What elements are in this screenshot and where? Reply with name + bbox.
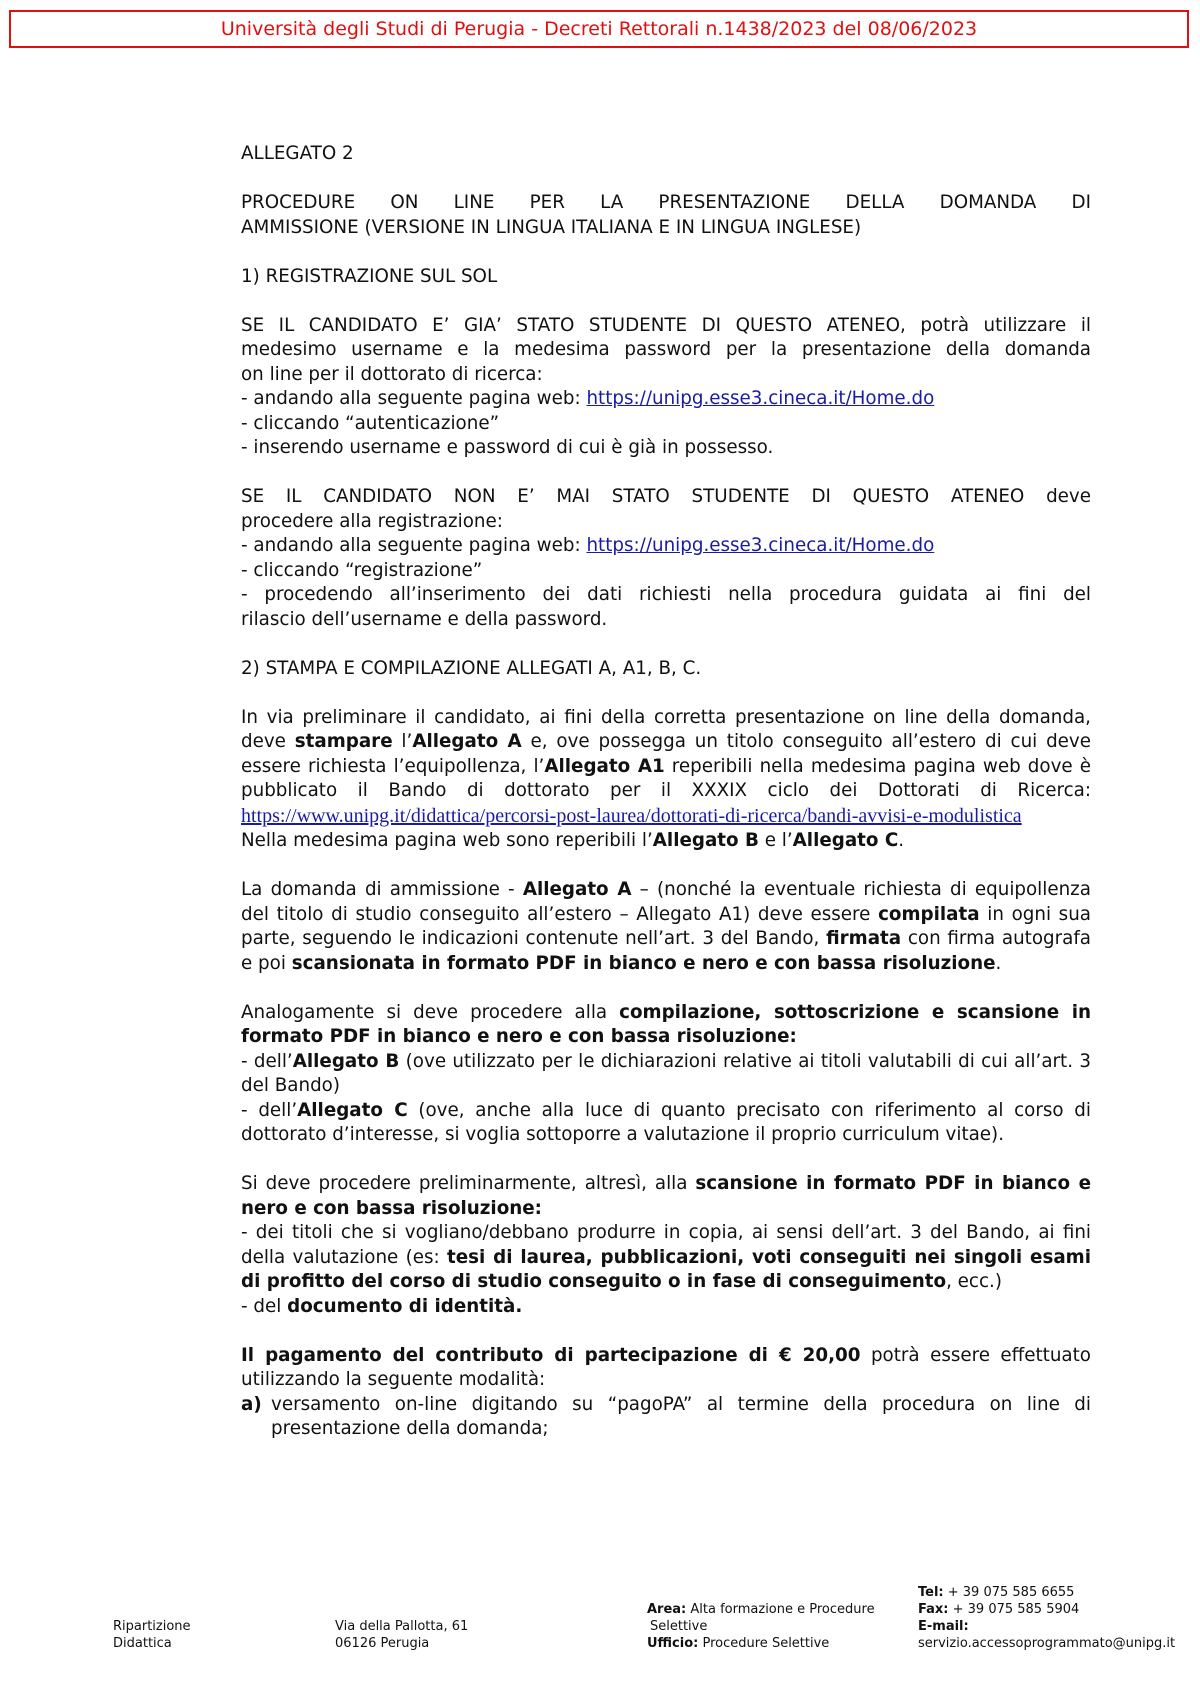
footer-line bbox=[647, 1601, 875, 1618]
text-segment: - dell’ bbox=[241, 1099, 298, 1121]
text-segment: . bbox=[898, 830, 905, 851]
text-segment: - del bbox=[241, 1295, 288, 1317]
footer-label: E-mail: bbox=[918, 1619, 969, 1634]
text-bold: Allegato C bbox=[297, 1099, 408, 1121]
text-paragraph bbox=[241, 1099, 1091, 1148]
text-segment: l’ bbox=[392, 731, 413, 752]
text-bold: Allegato B bbox=[652, 830, 759, 851]
text-bold: scansionata in formato PDF in bianco e nero e con bassa risoluzione bbox=[291, 952, 996, 974]
text-bold: firmata bbox=[826, 928, 902, 949]
footer-label: Ufficio: bbox=[647, 1636, 699, 1651]
list-item bbox=[241, 1393, 1091, 1442]
text-segment: , ecc.) bbox=[946, 1271, 1002, 1292]
text-segment: Analogamente si deve procedere alla bbox=[241, 1001, 620, 1023]
esse3-link[interactable]: https://unipg.esse3.cineca.it/Home.do bbox=[586, 535, 935, 556]
text-line: procedere alla registrazione: bbox=[241, 510, 503, 532]
footer-address bbox=[335, 1618, 468, 1652]
text-paragraph bbox=[241, 706, 1091, 830]
text-paragraph bbox=[241, 1295, 1091, 1320]
esse3-link[interactable]: https://unipg.esse3.cineca.it/Home.do bbox=[586, 388, 935, 409]
section2-paragraph3 bbox=[241, 1001, 1091, 1148]
footer-text: Via della Pallotta, 61 bbox=[335, 1619, 469, 1634]
text-segment: - andando alla seguente pagina web: bbox=[241, 535, 587, 556]
footer-area bbox=[647, 1601, 875, 1652]
footer-department bbox=[113, 1618, 191, 1652]
text-paragraph bbox=[241, 1221, 1091, 1295]
footer-email[interactable]: servizio.accessoprogrammato@unipg.it bbox=[918, 1636, 1176, 1651]
text-bold: stampare bbox=[294, 731, 393, 752]
text-segment: potrà essere effettuato utilizzando la seguente modalità: bbox=[241, 1344, 1091, 1390]
text-segment: - dell’ bbox=[241, 1050, 293, 1072]
footer-label: Area: bbox=[647, 1602, 687, 1617]
footer-text: Selettive bbox=[650, 1619, 708, 1634]
text-bold: Il pagamento del contributo di partecipazione di € 20,00 bbox=[241, 1344, 861, 1366]
list-item-marker: a) bbox=[241, 1393, 262, 1415]
text-bold: Allegato B bbox=[292, 1050, 400, 1072]
footer-line bbox=[918, 1618, 1175, 1635]
text-line: rilascio dell’username e della password. bbox=[241, 608, 608, 630]
footer-line bbox=[647, 1635, 875, 1652]
text-line: medesimo username e la medesima password per la presentazione della domanda bbox=[241, 339, 1091, 360]
text-line bbox=[241, 387, 1091, 412]
section1-paragraph2 bbox=[241, 485, 1091, 632]
text-line bbox=[241, 534, 1091, 559]
text-line: SE IL CANDIDATO E’ GIA’ STATO STUDENTE DI QUESTO ATENEO, potrà utilizzare il bbox=[241, 314, 1091, 336]
text-segment: e l’ bbox=[758, 830, 793, 851]
text-segment: e, ove possegga un titolo conseguito all’estero di cui deve essere richiesta l’equipollenza, l’ bbox=[241, 731, 1091, 777]
text-segment: In via preliminare il candidato, ai fini della corretta presentazione on line della domanda, deve bbox=[241, 706, 1091, 752]
text-line: on line per il dottorato di ricerca: bbox=[241, 363, 543, 385]
footer-text: Alta formazione e Procedure bbox=[686, 1602, 875, 1617]
text-bold: Allegato A bbox=[412, 731, 522, 752]
document-body bbox=[241, 142, 1091, 1442]
text-bold: compilata bbox=[878, 903, 980, 925]
text-bold: Allegato A1 bbox=[544, 755, 665, 777]
text-bold: scansione in formato PDF in bianco e nero e con bassa risoluzione: bbox=[241, 1173, 1091, 1219]
text-paragraph bbox=[241, 1172, 1091, 1221]
footer-label: Fax: bbox=[918, 1602, 949, 1617]
text-bold: Allegato C bbox=[792, 830, 899, 851]
text-segment: . bbox=[995, 952, 1002, 974]
text-segment: Si deve procedere preliminarmente, altresì, alla bbox=[241, 1173, 696, 1194]
text-segment: La domanda di ammissione - bbox=[241, 879, 523, 900]
section2-paragraph2 bbox=[241, 878, 1091, 976]
text-paragraph bbox=[241, 829, 1091, 854]
section2-paragraph1 bbox=[241, 706, 1091, 854]
section1-title: 1) REGISTRAZIONE SUL SOL bbox=[241, 265, 498, 287]
allegato-heading: ALLEGATO 2 bbox=[241, 143, 354, 164]
text-paragraph bbox=[241, 1344, 1091, 1393]
text-segment: - dei titoli che si vogliano/debbano produrre in copia, ai sensi dell’art. 3 del Bando, ai fini della valutazione (es: bbox=[241, 1222, 1091, 1268]
footer-contacts bbox=[918, 1584, 1175, 1652]
footer-text: + 39 075 585 6655 bbox=[943, 1585, 1075, 1600]
text-line: - cliccando “autenticazione” bbox=[241, 412, 500, 434]
section2-paragraph5 bbox=[241, 1344, 1091, 1442]
document-title-line1: PROCEDURE ON LINE PER LA PRESENTAZIONE DELLA DOMANDA DI bbox=[241, 192, 1091, 213]
footer-text: 06126 Perugia bbox=[335, 1636, 430, 1651]
text-bold: documento di identità. bbox=[287, 1295, 523, 1317]
footer-line bbox=[918, 1601, 1175, 1618]
section2-title: 2) STAMPA E COMPILAZIONE ALLEGATI A, A1, B, C. bbox=[241, 657, 702, 679]
footer-text: Procedure Selettive bbox=[698, 1636, 830, 1651]
text-bold: Allegato A bbox=[522, 879, 632, 900]
footer-label: Tel: bbox=[918, 1585, 944, 1600]
footer-line bbox=[918, 1584, 1175, 1601]
text-segment: con firma autografa e poi bbox=[241, 928, 1091, 974]
text-segment: (ove utilizzato per le dichiarazioni relative ai titoli valutabili di cui all’art. 3 del Bando) bbox=[241, 1050, 1091, 1096]
text-line: - inserendo username e password di cui è già in possesso. bbox=[241, 437, 774, 458]
text-segment: – (nonché la eventuale richiesta di equipollenza del titolo di studio conseguito all’estero – Allegato A1) deve essere bbox=[241, 879, 1091, 925]
text-paragraph bbox=[241, 878, 1091, 976]
list-item-text: versamento on-line digitando su “pagoPA” al termine della procedura on line di presentazione della domanda; bbox=[271, 1393, 1091, 1439]
text-segment: in ogni sua parte, seguendo le indicazioni contenute nell’art. 3 del Bando, bbox=[241, 903, 1091, 949]
text-segment: (ove, anche alla luce di quanto precisato con riferimento al corso di dottorato d’interesse, si voglia sottoporre a valutazione il proprio curriculum vitae). bbox=[241, 1099, 1091, 1145]
document-title-line2: AMMISSIONE (VERSIONE IN LINGUA ITALIANA E IN LINGUA INGLESE) bbox=[241, 216, 862, 238]
text-segment: reperibili nella medesima pagina web dove è pubblicato il Bando di dottorato per il XXXIX ciclo dei Dottorati di Ricerca: bbox=[241, 755, 1091, 801]
footer-text: Didattica bbox=[113, 1636, 172, 1651]
footer-text: Ripartizione bbox=[113, 1619, 191, 1634]
footer-text: + 39 075 585 5904 bbox=[948, 1602, 1080, 1617]
header-stamp: Università degli Studi di Perugia - Decreti Rettorali n.1438/2023 del 08/06/2023 bbox=[9, 10, 1189, 48]
text-segment: - andando alla seguente pagina web: bbox=[241, 388, 587, 409]
text-line: - cliccando “registrazione” bbox=[241, 559, 483, 581]
text-bold: tesi di laurea, pubblicazioni, voti conseguiti nei singoli esami di profitto del corso di studio conseguito o in fase di conseguimento bbox=[241, 1246, 1091, 1292]
text-line: SE IL CANDIDATO NON E’ MAI STATO STUDENTE DI QUESTO ATENEO deve bbox=[241, 486, 1091, 507]
text-bold: compilazione, sottoscrizione e scansione in formato PDF in bianco e nero e con bassa risoluzione: bbox=[241, 1001, 1091, 1047]
text-segment: Nella medesima pagina web sono reperibili l’ bbox=[241, 830, 653, 851]
section2-paragraph4 bbox=[241, 1172, 1091, 1319]
text-paragraph bbox=[241, 1050, 1091, 1099]
text-paragraph bbox=[241, 1001, 1091, 1050]
text-line: - procedendo all’inserimento dei dati richiesti nella procedura guidata ai fini del bbox=[241, 584, 1091, 605]
bandi-link[interactable]: https://www.unipg.it/didattica/percorsi-post-laurea/dottorati-di-ricerca/bandi-avvisi-e-modulistica bbox=[241, 804, 1022, 827]
section1-paragraph1 bbox=[241, 314, 1091, 461]
